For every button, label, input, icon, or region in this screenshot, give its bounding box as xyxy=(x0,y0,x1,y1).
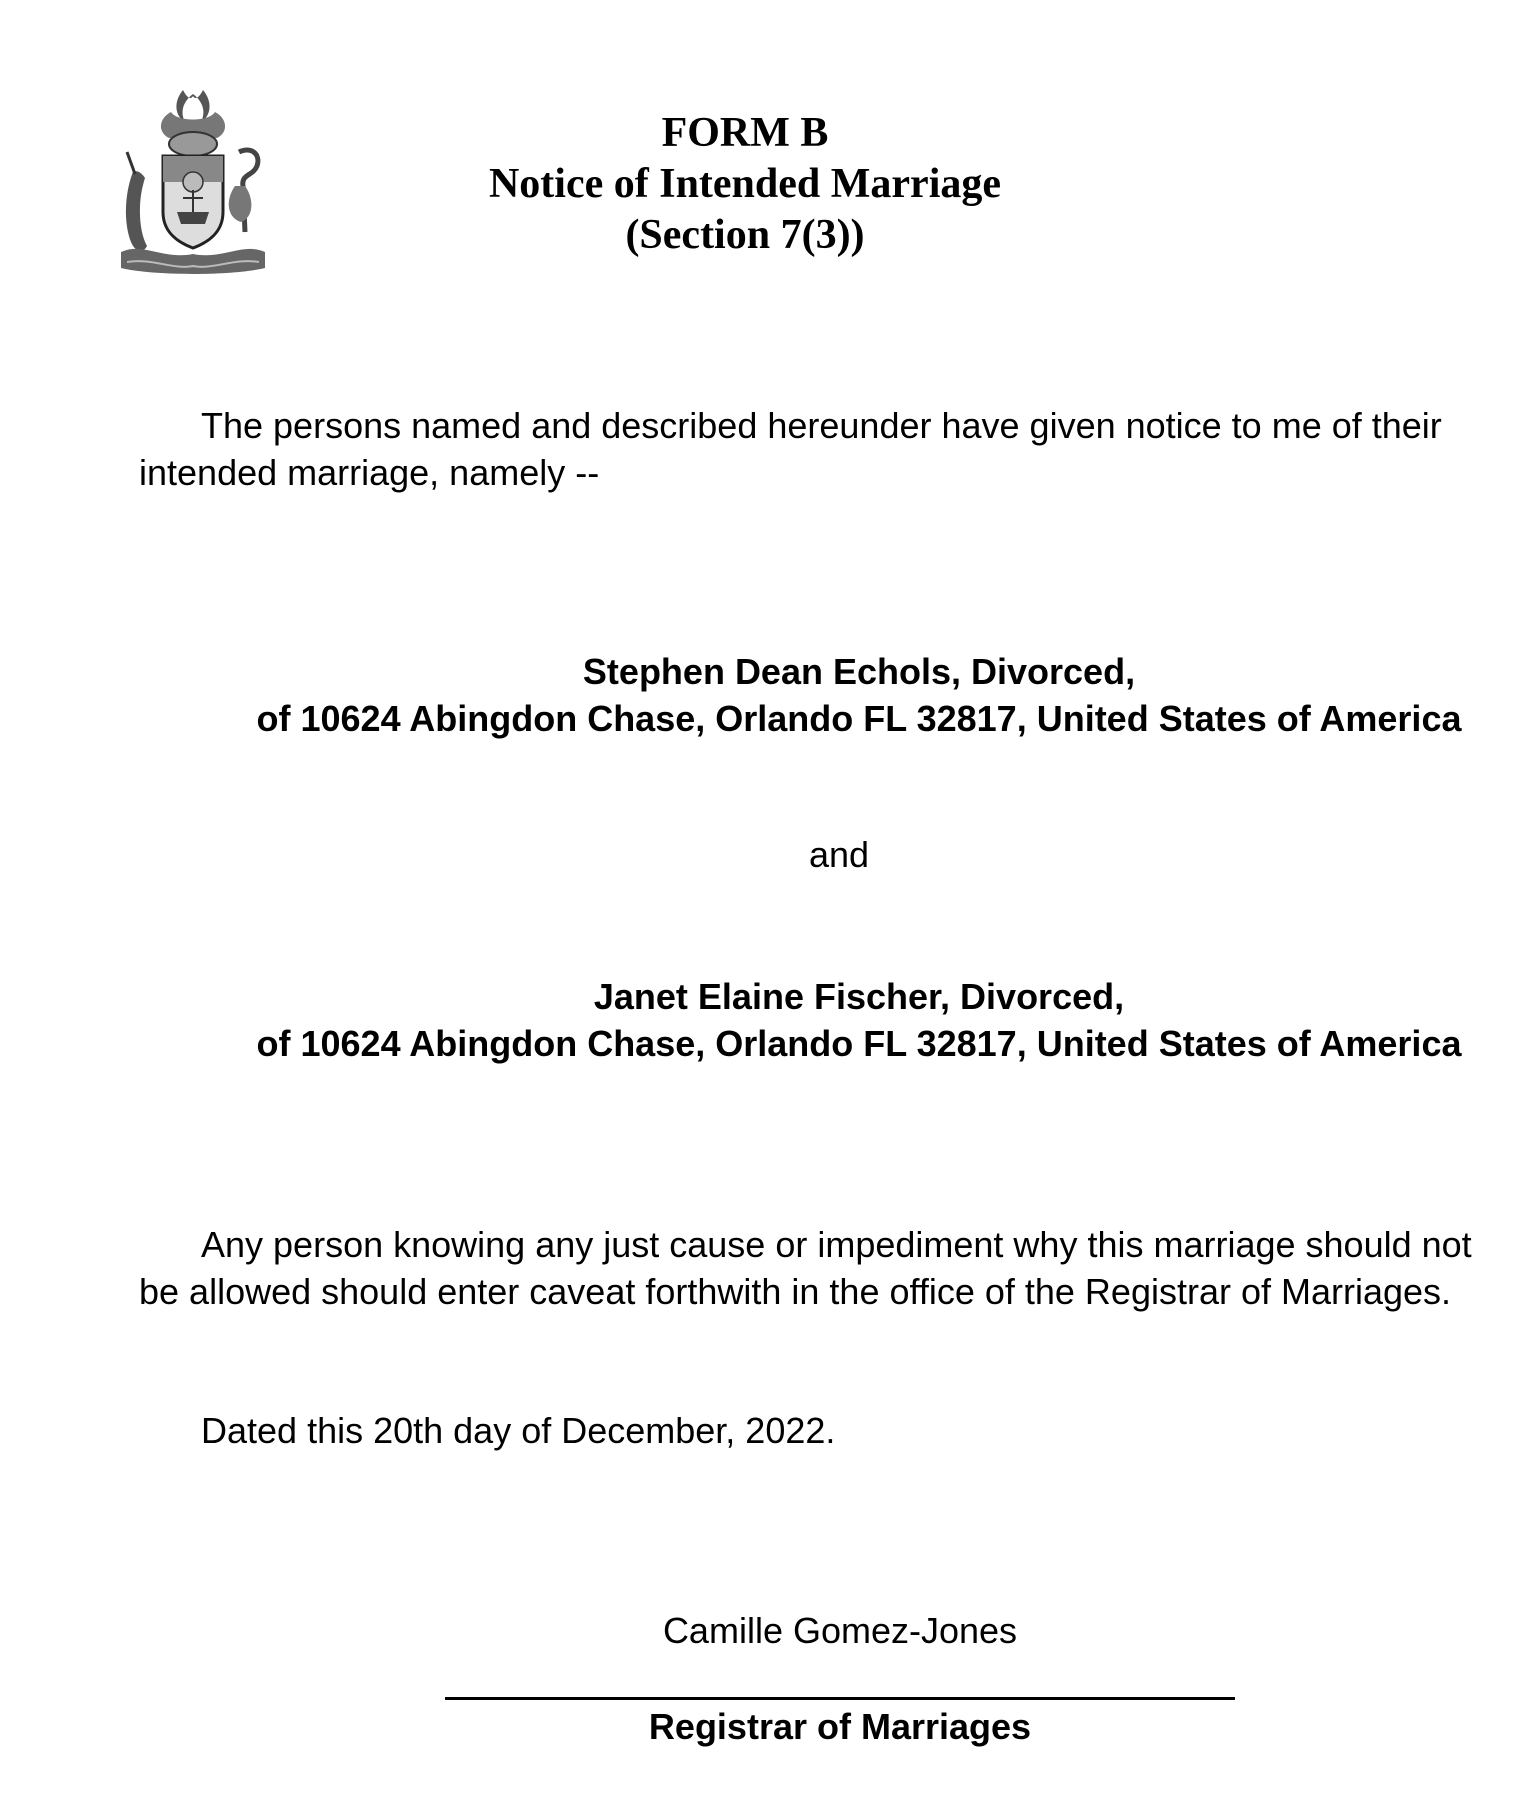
form-label: FORM B xyxy=(661,110,829,156)
party-2-name: Janet Elaine Fischer, Divorced, xyxy=(593,976,1125,1017)
conjunction-text: and xyxy=(808,834,870,875)
form-header xyxy=(345,108,1145,261)
intro-paragraph xyxy=(139,402,1519,496)
caveat-paragraph xyxy=(139,1221,1519,1315)
signature-line xyxy=(445,1697,1235,1700)
party-1-address: of 10624 Abingdon Chase, Orlando FL 32817, United States of America xyxy=(256,698,1462,739)
party-2 xyxy=(139,973,1536,1067)
dated-line: Dated this 20th day of December, 2022. xyxy=(201,1410,836,1451)
signatory-title: Registrar of Marriages xyxy=(648,1706,1032,1747)
party-1 xyxy=(139,648,1536,742)
party-2-address: of 10624 Abingdon Chase, Orlando FL 32817, United States of America xyxy=(256,1023,1462,1064)
form-section: (Section 7(3)) xyxy=(625,212,865,258)
intro-line-1: The persons named and described hereunder have given notice to me of their xyxy=(201,405,1442,446)
party-1-name: Stephen Dean Echols, Divorced, xyxy=(582,651,1136,692)
intro-line-2: intended marriage, namely -- xyxy=(139,452,600,493)
caveat-line-1: Any person knowing any just cause or impediment why this marriage should not xyxy=(201,1224,1472,1265)
caveat-line-2: be allowed should enter caveat forthwith in the office of the Registrar of Marriages. xyxy=(139,1271,1452,1312)
coat-of-arms-icon xyxy=(113,82,273,278)
form-title: Notice of Intended Marriage xyxy=(488,161,1002,207)
signatory-name: Camille Gomez-Jones xyxy=(662,1610,1018,1651)
